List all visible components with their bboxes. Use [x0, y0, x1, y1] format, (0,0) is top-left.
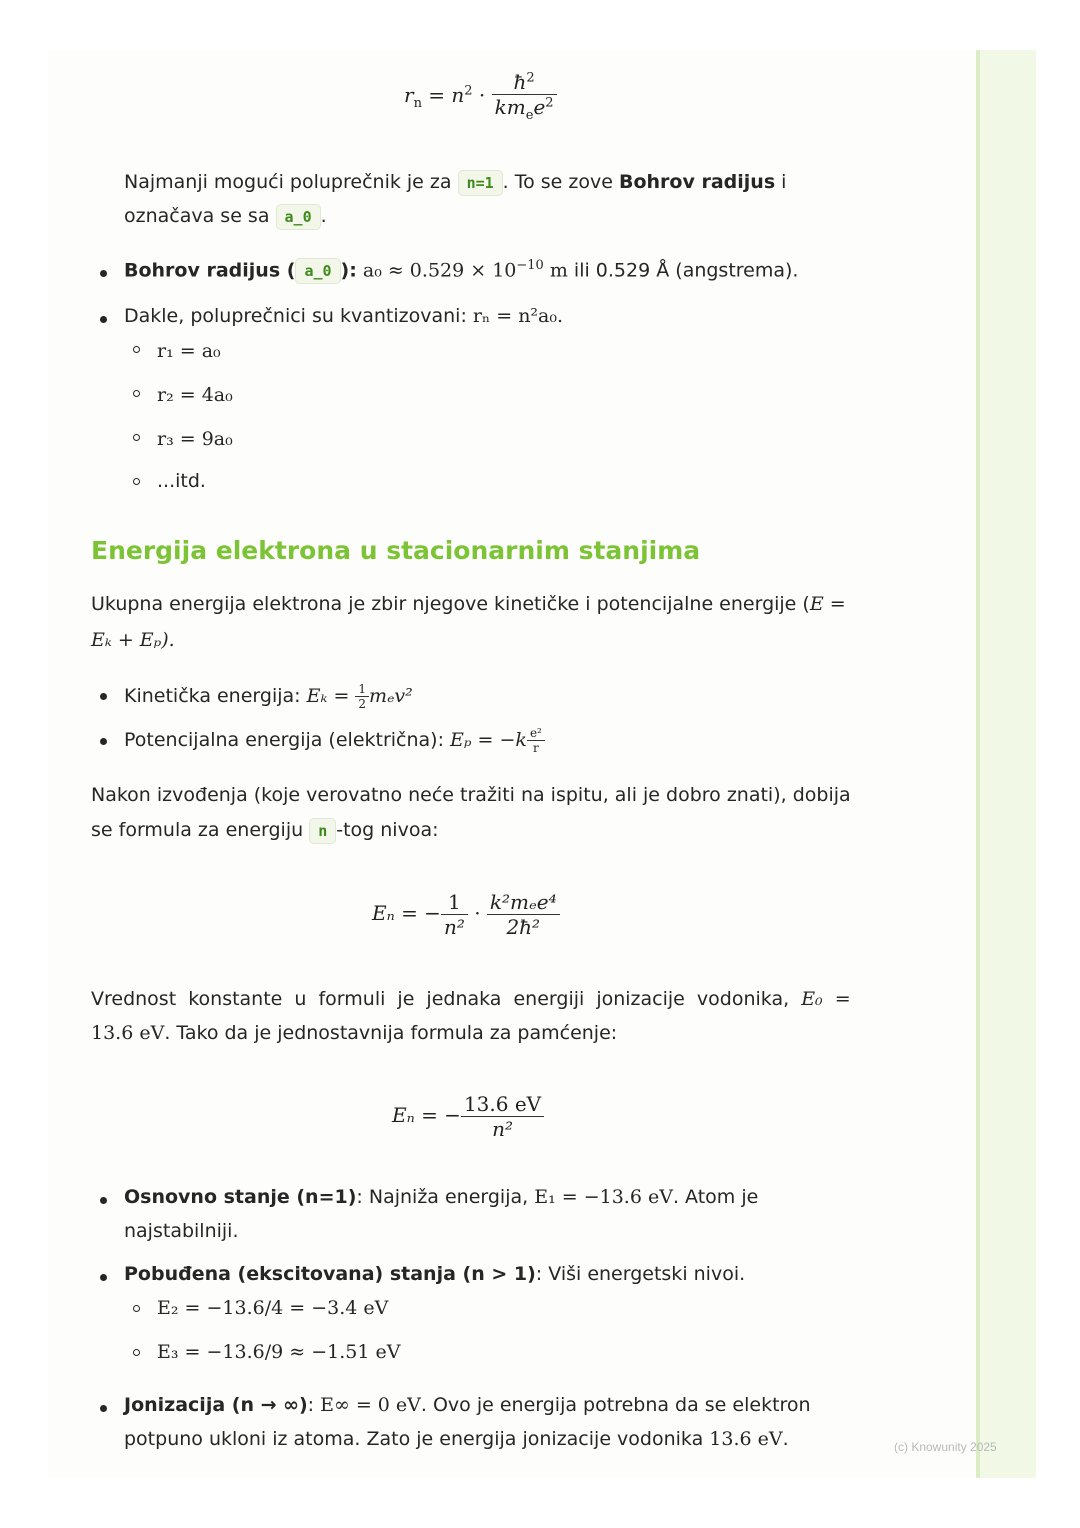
sub-bullet — [133, 346, 140, 353]
bullet-ionization: Jonizacija (n → ∞): E∞ = 0 eV. Ovo je energija potrebna da se elektron — [124, 1394, 811, 1416]
inline-code: n — [309, 818, 336, 844]
sub-bullet — [133, 1349, 140, 1356]
simplified-energy-formula: Eₙ = − $\frac{13.6 eV}{\text{n²}}$ — [392, 1092, 544, 1141]
bullet-ground-state: Osnovno stanje (n=1): Najniža energija, E₁ = −13.6 eV. Atom je — [124, 1186, 759, 1208]
paragraph-total-energy-line2: Eₖ + Eₚ). — [91, 629, 175, 651]
bullet-dot — [100, 1274, 107, 1281]
right-margin-bar — [976, 50, 1036, 1478]
inline-code: n=1 — [458, 170, 503, 196]
paragraph-min-radius: Najmanji mogući poluprečnik je za n=1 . To se zove Bohrov radijus i — [124, 170, 786, 196]
copyright-footer: (c) Knowunity 2025 — [894, 1440, 997, 1454]
paragraph-total-energy: Ukupna energija elektrona je zbir njegove kinetičke i potencijalne energije (E = — [91, 593, 846, 615]
section-heading: Energija elektrona u stacionarnim stanjima — [91, 536, 701, 565]
paragraph-derivation: Nakon izvođenja (koje verovatno neće tražiti na ispitu, ali je dobro znati), dobija — [91, 784, 851, 806]
bohr-radius-formula: $r_n = n^2$ · $\frac{ħ^2}{km_ee^2}$ — [404, 70, 557, 123]
bullet-ionization-line2: potpuno ukloni iz atoma. Zato je energija jonizacije vodonika 13.6 eV. — [124, 1428, 789, 1450]
inline-code: a_0 — [276, 204, 321, 230]
paragraph-ionization-constant: Vrednost konstante u formuli je jednaka energiji jonizacije vodonika, E₀ = — [91, 988, 851, 1010]
paragraph-derivation-line2: se formula za energiju n -tog nivoa: — [91, 818, 439, 844]
fraction: $\frac{ħ^2}{km_ee^2}$ — [492, 70, 557, 123]
paragraph-ionization-constant-line2: 13.6 eV. Tako da je jednostavnija formula za pamćenje: — [91, 1022, 618, 1044]
sub-bullet — [133, 434, 140, 441]
sub-item-r2: r₂ = 4a₀ — [157, 384, 233, 406]
bullet-bohr-radius: Bohrov radijus ( a_0 ): $a_0 \approx 0.529 \times 10^{-10}$ m ili 0.529 Å (angstrema). — [124, 258, 798, 284]
bullet-dot — [100, 270, 107, 277]
sub-bullet — [133, 1305, 140, 1312]
sub-item-r3: r₃ = 9a₀ — [157, 428, 233, 450]
sub-item-e3: E₃ = −13.6/9 ≈ −1.51 eV — [157, 1341, 401, 1363]
inline-code: a_0 — [295, 258, 340, 284]
energy-level-formula: Eₙ = − $\frac{1}{\text{n²}}$ · $\frac{\text{k²mₑe⁴}}{\text{2ħ²}}$ — [372, 890, 560, 939]
bullet-ground-state-line2: najstabilniji. — [124, 1220, 239, 1242]
bullet-excited-states: Pobuđena (ekscitovana) stanja (n > 1): Viši energetski nivoi. — [124, 1263, 746, 1285]
sub-item-etc: ...itd. — [157, 470, 206, 492]
bullet-potential: Potencijalna energija (električna): Eₚ = −k $\frac{\text{e²}}{r}$ — [124, 726, 545, 755]
bullet-dot — [100, 1197, 107, 1204]
bullet-kinetic: Kinetička energija: Eₖ = $\frac{1}{2}$ mₑv² — [124, 682, 413, 711]
sub-bullet — [133, 390, 140, 397]
paragraph-min-radius-line2: označava se sa a_0 . — [124, 204, 327, 230]
sub-item-r1: r₁ = a₀ — [157, 340, 221, 362]
sub-item-e2: E₂ = −13.6/4 = −3.4 eV — [157, 1297, 389, 1319]
bullet-dot — [100, 1405, 107, 1412]
bullet-dot — [100, 693, 107, 700]
bullet-quantized: Dakle, poluprečnici su kvantizovani: rₙ = n²a₀. — [124, 305, 564, 327]
bullet-dot — [100, 738, 107, 745]
sub-bullet — [133, 478, 140, 485]
bullet-dot — [100, 316, 107, 323]
